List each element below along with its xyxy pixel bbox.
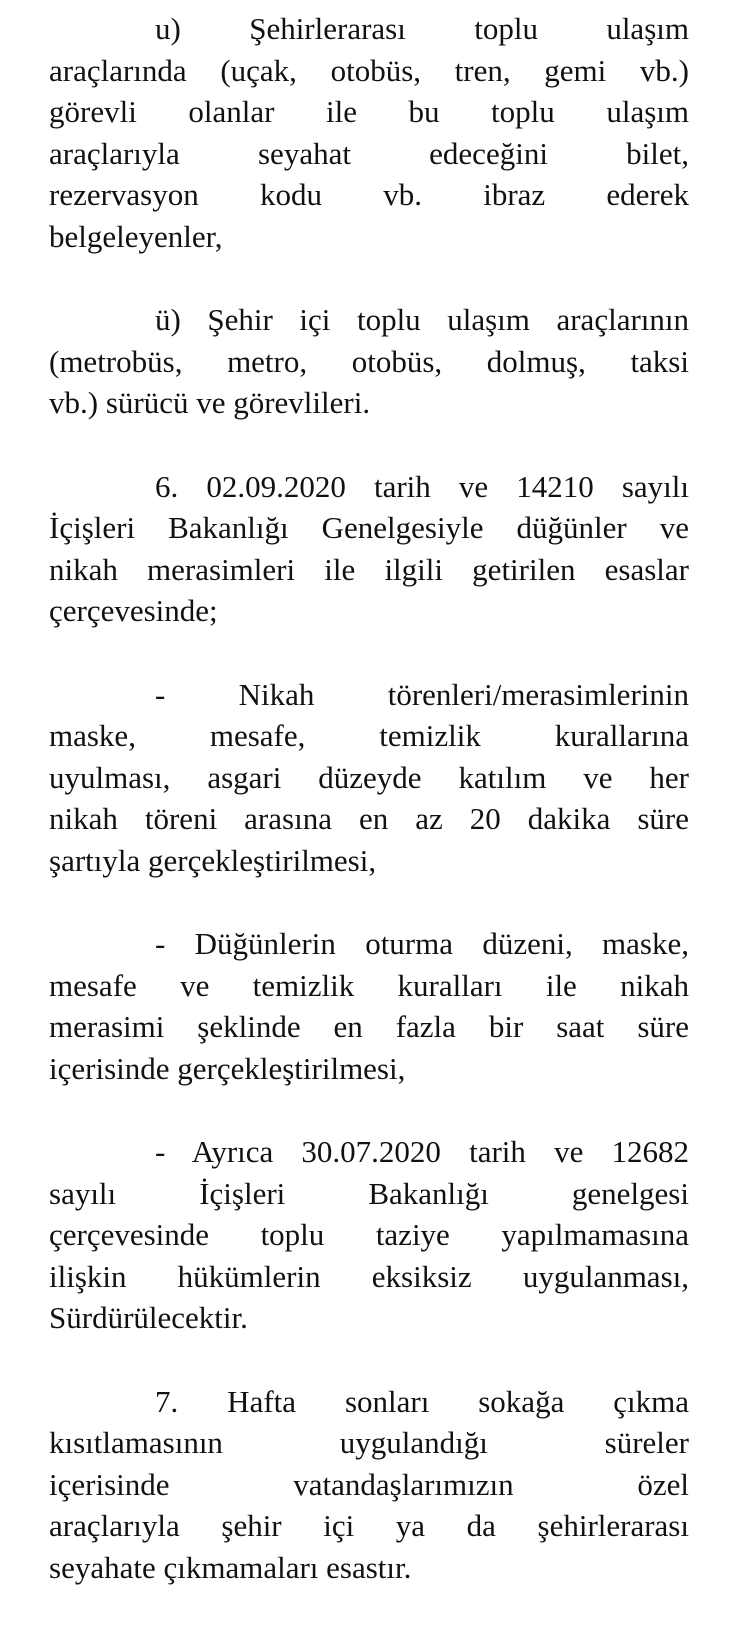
text-line: 7. Hafta sonları sokağa çıkma xyxy=(155,1383,689,1419)
paragraph-bullet-nikah xyxy=(49,674,689,882)
paragraph-item-u-umlaut xyxy=(49,299,689,424)
text-line: araçlarıyla şehir içi ya da şehirlerarası xyxy=(49,1508,689,1543)
paragraph-item-u xyxy=(49,8,689,257)
text-line: seyahate çıkmamaları esastır. xyxy=(49,1549,412,1585)
text-line: çerçevesinde toplu taziye yapılmamasına xyxy=(49,1217,689,1252)
text-line: ilişkin hükümlerin eksiksiz uygulanması, xyxy=(49,1258,689,1294)
text-line: mesafe ve temizlik kuralları ile nikah xyxy=(49,967,689,1003)
text-line: - Düğünlerin oturma düzeni, maske, xyxy=(155,926,689,961)
text-line: İçişleri Bakanlığı Genelgesiyle düğünler ve xyxy=(49,510,689,545)
text-line: uyulması, asgari düzeyde katılım ve her xyxy=(49,759,689,795)
text-line: araçlarıyla seyahat edeceğini bilet, xyxy=(49,135,689,171)
text-line: nikah merasimleri ile ilgili getirilen esaslar xyxy=(49,551,689,587)
text-line: içerisinde gerçekleştirilmesi, xyxy=(49,1050,406,1086)
text-line: sayılı İçişleri Bakanlığı genelgesi xyxy=(49,1175,689,1211)
text-line: maske, mesafe, temizlik kurallarına xyxy=(49,718,689,753)
text-line: nikah töreni arasına en az 20 dakika süre xyxy=(49,801,689,836)
paragraph-bullet-dugun xyxy=(49,923,689,1089)
text-line: araçlarında (uçak, otobüs, tren, gemi vb.) xyxy=(49,52,689,88)
paragraph-bullet-taziye xyxy=(49,1131,689,1339)
text-line: merasimi şeklinde en fazla bir saat süre xyxy=(49,1009,689,1044)
text-line: u) Şehirlerarası toplu ulaşım xyxy=(155,11,689,46)
text-line: içerisinde vatandaşlarımızın özel xyxy=(49,1466,689,1502)
document-body xyxy=(49,8,689,1630)
text-line: 6. 02.09.2020 tarih ve 14210 sayılı xyxy=(155,468,689,504)
text-line: vb.) sürücü ve görevlileri. xyxy=(49,385,371,420)
text-line: ü) Şehir içi toplu ulaşım araçlarının xyxy=(155,302,689,337)
text-line: görevli olanlar ile bu toplu ulaşım xyxy=(49,94,689,129)
text-line: çerçevesinde; xyxy=(49,593,218,628)
paragraph-item-7 xyxy=(49,1381,689,1589)
paragraph-item-6 xyxy=(49,466,689,632)
text-line: - Nikah törenleri/merasimlerinin xyxy=(155,676,689,712)
text-line: - Ayrıca 30.07.2020 tarih ve 12682 xyxy=(155,1134,689,1169)
text-line: kısıtlamasının uygulandığı süreler xyxy=(49,1425,689,1460)
text-line: Sürdürülecektir. xyxy=(49,1300,248,1335)
text-line: şartıyla gerçekleştirilmesi, xyxy=(49,842,377,878)
text-line: rezervasyon kodu vb. ibraz ederek xyxy=(49,177,689,212)
text-line: belgeleyenler, xyxy=(49,218,223,254)
text-line: (metrobüs, metro, otobüs, dolmuş, taksi xyxy=(49,343,689,379)
